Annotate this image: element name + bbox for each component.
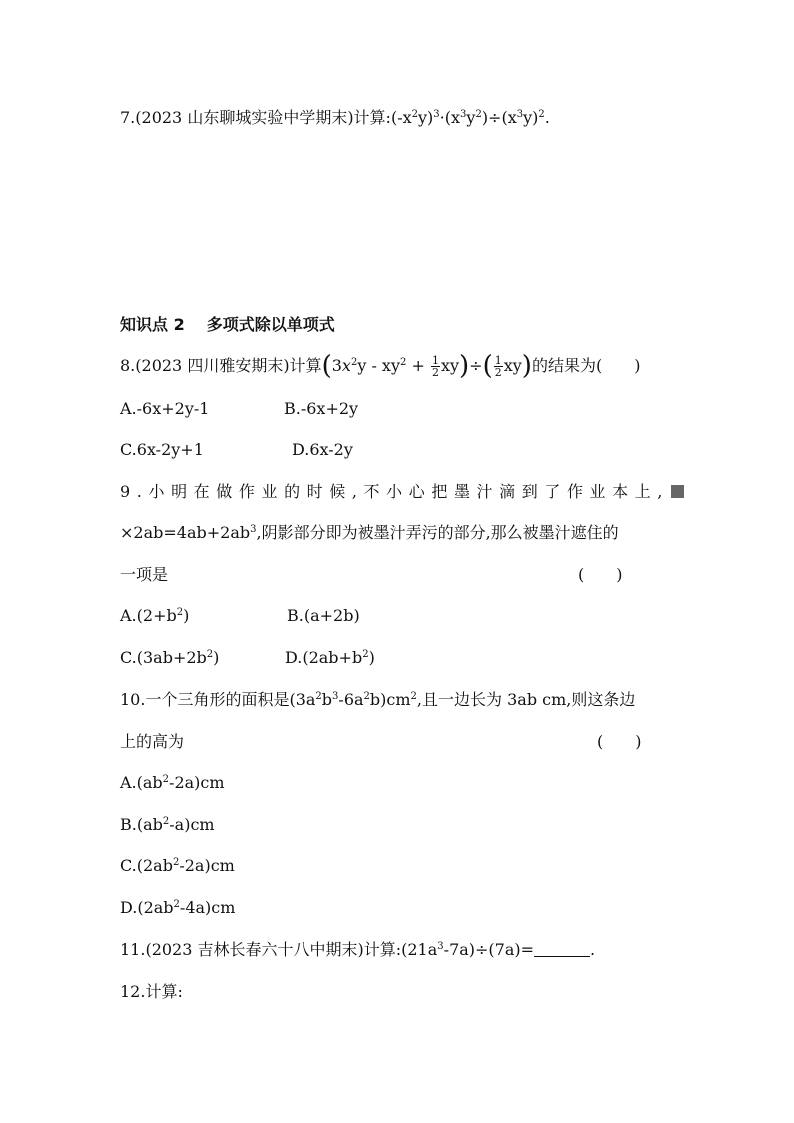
- question-11: 11.(2023 吉林长春六十八中期末)计算$:(21a^3-7a)\div(7a)=$ .: [120, 940, 596, 959]
- q8-option-d: D.6x-2y: [292, 440, 353, 459]
- question-10-line-2: 上的高为: [120, 732, 185, 751]
- q8-fraction-2: $\frac{1}{2}$: [494, 354, 502, 379]
- q10-option-d: $D.(2ab^2-4a)cm$: [120, 898, 236, 917]
- q9-option-a: $A.(2+b^2)$: [120, 606, 190, 625]
- q10-option-c: $C.(2ab^2-2a)cm$: [120, 856, 235, 875]
- q8-option-c: C.6x-2y+1: [120, 440, 204, 459]
- question-12: 12.计算:: [120, 982, 183, 1001]
- q10-option-b: $B.(ab^2-a)cm$: [120, 815, 215, 834]
- q9-option-b: B.(a+2b): [287, 606, 360, 625]
- section-heading: [120, 315, 335, 335]
- q10-answer-paren: ( ): [597, 732, 642, 751]
- answer-blank[interactable]: [534, 942, 590, 957]
- question-8: 8.(2023 四川雅安期末)计算($3x^2y - xy^2$ + $\frac{1}{2}$ xy)÷( $\frac{1}{2}$ xy)的结果为( ): [120, 351, 641, 381]
- question-9-line-1: 9.小明在做作业的时候,不小心把墨汁滴到了作业本上,: [120, 482, 684, 502]
- q7-prefix: 7.(2023 山东聊城实验中学期末)计算:: [120, 108, 391, 127]
- q7-expression: $(-x^2y)^3\cdot(x^3y^2)\div(x^3y)^2$.: [390, 108, 550, 127]
- question-10-line-1: 10.一个三角形的面积是$(3a^2b^3-6a^2b)cm^2$,且一边长为 3ab cm,则这条边: [120, 690, 636, 709]
- question-9-line-2: $\times 2ab=4ab+2ab^3$,阴影部分即为被墨汁弄污的部分,那么被墨汁遮住的: [120, 523, 619, 542]
- q9-option-d: $D.(2ab+b^2)$: [285, 648, 375, 667]
- ink-blot-icon: [671, 485, 684, 498]
- section-label: 知识点 2: [120, 315, 185, 334]
- q9-option-c: $C.(3ab+2b^2)$: [120, 648, 220, 667]
- q8-option-a: A.-6x+2y-1: [120, 399, 210, 418]
- question-9-line-3: 一项是: [120, 565, 169, 584]
- q8-fraction-1: $\frac{1}{2}$: [431, 354, 439, 379]
- q8-prefix: 8.(2023 四川雅安期末)计算: [120, 356, 322, 375]
- q8-option-b: B.-6x+2y: [284, 399, 359, 418]
- q9-answer-paren: ( ): [578, 565, 623, 584]
- question-7: [120, 108, 550, 128]
- q8-suffix: 的结果为( ): [531, 356, 641, 375]
- section-title: 多项式除以单项式: [206, 315, 335, 334]
- q10-option-a: $A.(ab^2-2a)cm$: [120, 773, 225, 792]
